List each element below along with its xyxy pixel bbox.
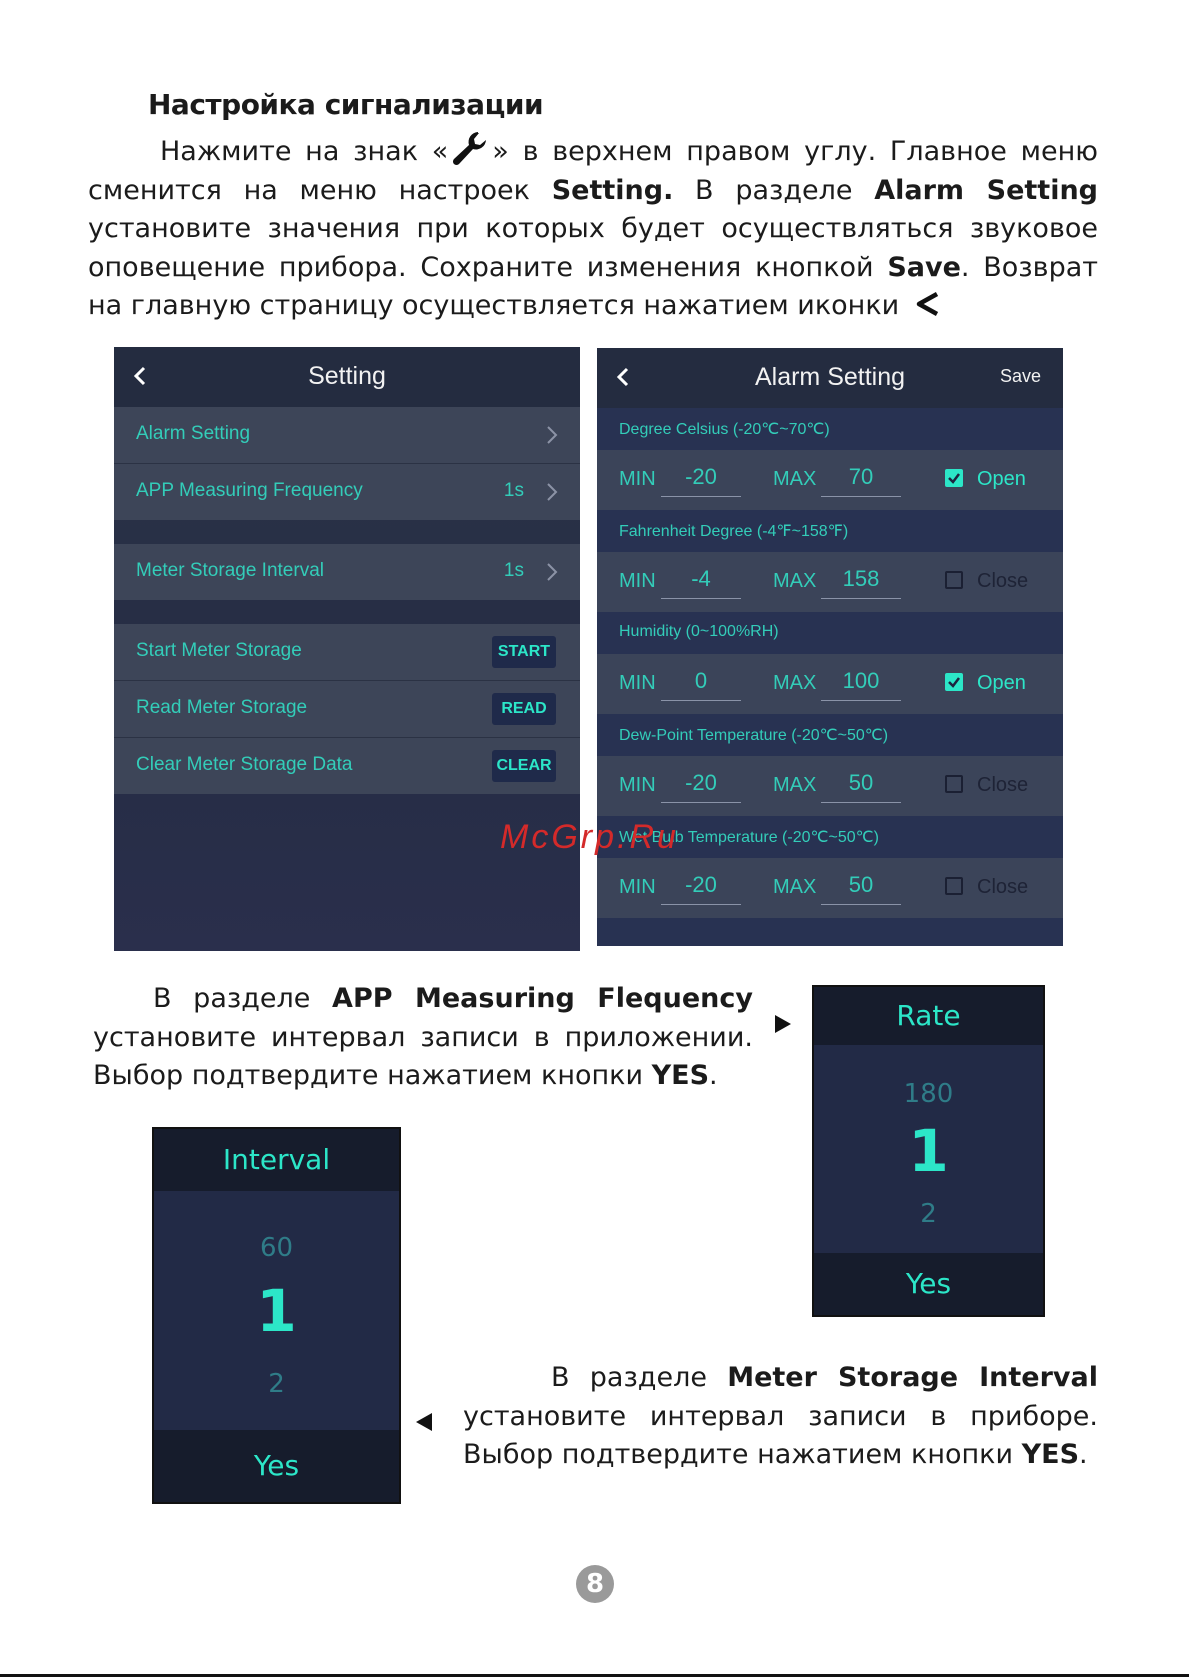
alarm-state-label: Open — [977, 468, 1026, 490]
max-input[interactable]: 100 — [842, 668, 880, 693]
max-underline — [821, 496, 901, 497]
p2-text-1: В разделе — [153, 983, 333, 1014]
alarm-title: Alarm Setting — [754, 363, 906, 391]
alarm-section-header — [597, 714, 1063, 756]
alarm-checkbox[interactable] — [945, 469, 963, 487]
min-input[interactable]: -20 — [685, 770, 717, 795]
intro-bold-alarm: Alarm Setting — [874, 174, 1098, 206]
row-start-meter-storage — [114, 624, 580, 680]
alarm-range-row — [597, 756, 1063, 816]
row-clear-meter-storage — [114, 738, 580, 794]
chevron-right-icon — [546, 562, 558, 582]
max-label: MAX — [773, 468, 817, 490]
wrench-icon — [448, 128, 492, 168]
p2-bold-1: APP Measuring Flequency — [332, 983, 753, 1014]
min-underline — [661, 496, 741, 497]
alarm-section-header — [597, 612, 1063, 654]
alarm-range-row — [597, 654, 1063, 714]
app-frequency-paragraph — [93, 980, 753, 1096]
chevron-right-icon — [546, 425, 558, 445]
alarm-checkbox[interactable] — [945, 673, 963, 691]
rate-picker[interactable] — [812, 985, 1045, 1317]
min-input[interactable]: -20 — [685, 464, 717, 489]
meter-interval-paragraph — [463, 1359, 1098, 1475]
intro-text-3: В разделе — [673, 174, 875, 206]
clear-button[interactable]: CLEAR — [492, 750, 556, 782]
min-label: MIN — [619, 876, 656, 898]
alarm-checkbox[interactable] — [945, 571, 963, 589]
min-underline — [661, 802, 741, 803]
intro-text-4: установите значения при которых будет осуществляться звуковое оповещение прибора. Сохраните изменения кнопкой — [88, 213, 1098, 283]
p3-bold-yes: YES — [1021, 1439, 1080, 1470]
picker-next-value[interactable]: 2 — [268, 1369, 285, 1399]
max-label: MAX — [773, 570, 817, 592]
row-meter-storage-interval[interactable] — [114, 544, 580, 600]
picker-prev-value[interactable]: 60 — [259, 1233, 294, 1263]
check-icon — [945, 673, 963, 691]
alarm-section-header — [597, 510, 1063, 552]
watermark: McGrp.Ru — [500, 818, 679, 856]
alarm-section-title: Wet Bulb Temperature (-20℃~50℃) — [619, 829, 879, 846]
save-button[interactable]: Save — [999, 366, 1041, 386]
row-label: APP Measuring Frequency — [136, 480, 363, 501]
alarm-state-label: Close — [977, 774, 1029, 796]
max-input[interactable]: 70 — [848, 464, 874, 489]
max-label: MAX — [773, 876, 817, 898]
interval-picker[interactable] — [152, 1127, 401, 1504]
row-label: Alarm Setting — [136, 423, 251, 444]
max-input[interactable]: 158 — [842, 566, 880, 591]
alarm-checkbox[interactable] — [945, 877, 963, 895]
max-label: MAX — [773, 672, 817, 694]
min-label: MIN — [619, 468, 656, 490]
chevron-right-icon — [546, 482, 558, 502]
start-button[interactable]: START — [492, 636, 556, 668]
alarm-section-header — [597, 408, 1063, 450]
setting-title: Setting — [308, 362, 386, 390]
intro-text-5: . Возврат на главную страницу осуществляется нажатием иконки — [88, 251, 1098, 321]
alarm-range-row — [597, 858, 1063, 918]
row-label: Read Meter Storage — [136, 697, 308, 718]
alarm-state-label: Close — [977, 570, 1029, 592]
max-input[interactable]: 50 — [848, 872, 874, 897]
alarm-range-row — [597, 450, 1063, 510]
row-app-measuring-frequency[interactable] — [114, 464, 580, 520]
min-input[interactable]: -20 — [685, 872, 717, 897]
pointer-right-icon — [775, 1015, 791, 1033]
back-chevron-icon — [913, 290, 941, 318]
min-label: MIN — [619, 774, 656, 796]
max-input[interactable]: 50 — [848, 770, 874, 795]
pointer-left-icon — [416, 1413, 432, 1431]
setting-screen — [114, 347, 580, 951]
alarm-state-label: Open — [977, 672, 1026, 694]
alarm-state-label: Close — [977, 876, 1029, 898]
alarm-section-title: Fahrenheit Degree (-4℉~158℉) — [619, 523, 849, 540]
picker-prev-value[interactable]: 180 — [903, 1079, 954, 1109]
max-underline — [821, 802, 901, 803]
p3-text-3: . — [1079, 1439, 1088, 1470]
intro-bold-setting: Setting. — [551, 174, 674, 206]
picker-next-value[interactable]: 2 — [920, 1199, 937, 1229]
p3-bold-1: Meter Storage Interval — [727, 1362, 1098, 1393]
p3-text-1: В разделе — [551, 1362, 728, 1393]
min-input[interactable]: -4 — [691, 566, 711, 591]
max-underline — [821, 700, 901, 701]
setting-topbar — [114, 347, 580, 407]
row-label: Start Meter Storage — [136, 640, 302, 661]
intro-paragraph — [88, 128, 1098, 326]
yes-button[interactable]: Yes — [154, 1430, 399, 1502]
page-number: 8 — [576, 1565, 614, 1603]
picker-current-value[interactable]: 1 — [908, 1117, 949, 1185]
row-alarm-setting[interactable] — [114, 407, 580, 463]
intro-text-1: Нажмите на знак « — [160, 136, 449, 167]
p3-text-2: установите интервал записи в приборе. Выбор подтвердите нажатием кнопки — [463, 1400, 1098, 1470]
alarm-range-row — [597, 552, 1063, 612]
row-read-meter-storage — [114, 681, 580, 737]
alarm-section-title: Dew-Point Temperature (-20℃~50℃) — [619, 727, 889, 744]
check-icon — [945, 469, 963, 487]
p2-text-2: установите интервал записи в приложении. Выбор подтвердите нажатием кнопки — [93, 1021, 753, 1091]
read-button[interactable]: READ — [492, 693, 556, 725]
max-label: MAX — [773, 774, 817, 796]
min-underline — [661, 904, 741, 905]
intro-bold-save: Save — [887, 251, 961, 283]
picker-title: Interval — [154, 1129, 399, 1191]
alarm-topbar — [597, 348, 1063, 408]
row-value: 1s — [503, 560, 524, 581]
alarm-checkbox[interactable] — [945, 775, 963, 793]
p2-text-3: . — [709, 1060, 718, 1091]
alarm-section-title: Degree Celsius (-20℃~70℃) — [619, 421, 830, 438]
row-label: Clear Meter Storage Data — [136, 754, 353, 775]
picker-title: Rate — [814, 987, 1043, 1045]
p2-bold-yes: YES — [651, 1060, 710, 1091]
section-heading: Настройка сигнализации — [148, 88, 544, 121]
intro-text-2: » в верхнем правом углу. Главное меню сменится на меню настроек — [88, 136, 1098, 206]
max-underline — [821, 598, 901, 599]
min-underline — [661, 598, 741, 599]
picker-current-value[interactable]: 1 — [256, 1277, 297, 1345]
min-input[interactable]: 0 — [694, 668, 708, 693]
min-underline — [661, 700, 741, 701]
row-label: Meter Storage Interval — [136, 560, 324, 581]
alarm-section-title: Humidity (0~100%RH) — [619, 623, 779, 640]
yes-button[interactable]: Yes — [814, 1253, 1043, 1315]
max-underline — [821, 904, 901, 905]
min-label: MIN — [619, 672, 656, 694]
row-value: 1s — [503, 480, 524, 501]
min-label: MIN — [619, 570, 656, 592]
